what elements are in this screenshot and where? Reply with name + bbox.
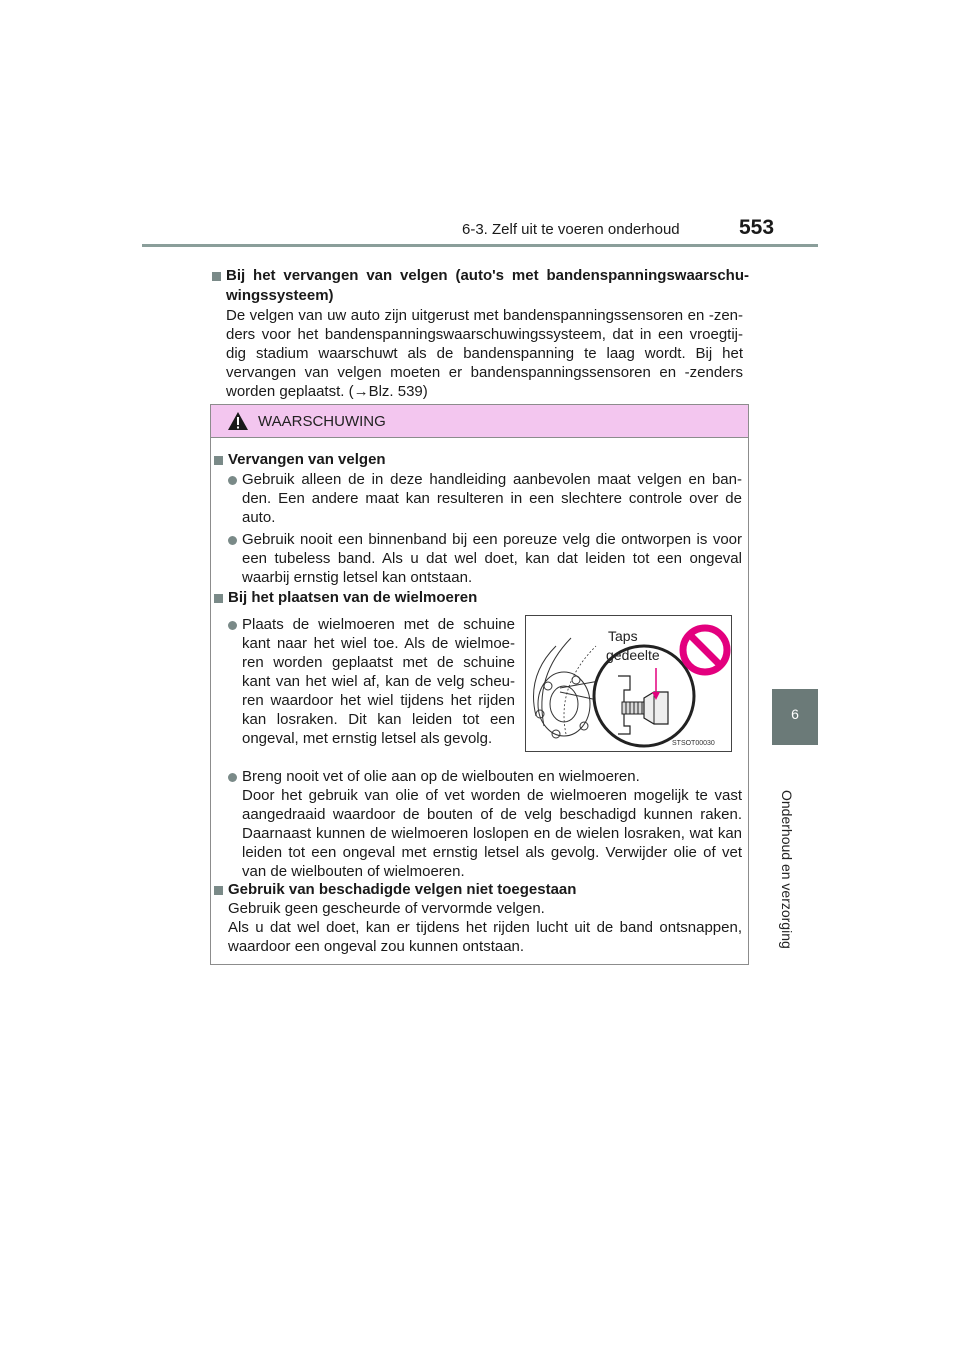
body-line: waarbij ernstig letsel kan ontstaan. bbox=[242, 569, 473, 586]
body-line: een tubeless band. Als u dat wel doet, kan dat leiden tot een ongeval bbox=[242, 550, 742, 567]
body-line: Gebruik nooit een binnenband bij een poreuze velg die ontworpen is voor bbox=[242, 531, 742, 548]
warning-subheading: Bij het plaatsen van de wielmoeren bbox=[228, 589, 478, 606]
warning-bullet-text bbox=[242, 470, 742, 527]
body-line: ren waardoor het wiel tijdens het rijden bbox=[242, 692, 515, 709]
body-line: Plaats de wielmoeren met de schuine bbox=[242, 616, 515, 633]
warning-subheading: Vervangen van velgen bbox=[228, 451, 386, 468]
square-bullet-icon bbox=[212, 272, 221, 281]
body-line: worden geplaatst. (→Blz. 539) bbox=[226, 383, 428, 400]
body-line: Breng nooit vet of olie aan op de wielbouten en wielmoeren. bbox=[242, 768, 640, 785]
warning-subheading: Gebruik van beschadigde velgen niet toegestaan bbox=[228, 881, 577, 898]
wheel-nut-figure bbox=[525, 615, 732, 752]
section-body bbox=[226, 306, 743, 401]
square-bullet-icon bbox=[214, 594, 223, 603]
header-rule bbox=[142, 244, 818, 247]
figure-label: gedeelte bbox=[606, 647, 660, 663]
body-line: auto. bbox=[242, 509, 276, 526]
body-line: ders voor het bandenspanningswaarschuwingssysteem, dat in een vroegtij- bbox=[226, 326, 743, 343]
body-line: kant van het wiel af, kan de velg scheu- bbox=[242, 673, 515, 690]
round-bullet-icon bbox=[228, 621, 237, 630]
section-heading bbox=[226, 266, 749, 306]
heading-line: wingssysteem) bbox=[226, 287, 334, 304]
warning-triangle-icon bbox=[227, 411, 249, 431]
body-line: kan losraken. Dit kan leiden tot een bbox=[242, 711, 515, 728]
body-line: den. Een andere maat kan resulteren in een slechtere controle over de bbox=[242, 490, 742, 507]
figure-code: STSOT00030 bbox=[672, 740, 715, 747]
page-number: 553 bbox=[739, 216, 775, 239]
body-line: van de wielbouten of wielmoeren. bbox=[242, 863, 465, 880]
square-bullet-icon bbox=[214, 456, 223, 465]
heading-line: Bij het vervangen van velgen (auto's met bandenspanningswaarschu- bbox=[226, 267, 749, 284]
body-line: ren worden geplaatst met de schuine bbox=[242, 654, 515, 671]
body-line: aangedraaid waardoor de bouten of de velg beschadigd kunnen raken. bbox=[242, 806, 742, 823]
body-line: vervangen van velgen moeten er bandenspanningssensoren en -zenders bbox=[226, 364, 743, 381]
body-line: Gebruik alleen de in deze handleiding aanbevolen maat velgen en ban- bbox=[242, 471, 742, 488]
chapter-title: Onderhoud en verzorging bbox=[779, 790, 795, 949]
prohibition-icon bbox=[683, 628, 727, 672]
body-line: dig stadium waarschuwt als de bandenspanning te laag wordt. Bij het bbox=[226, 345, 743, 362]
warning-header bbox=[211, 405, 748, 438]
warning-bullet-text bbox=[242, 615, 515, 748]
square-bullet-icon bbox=[214, 886, 223, 895]
figure-label: Taps bbox=[608, 628, 638, 644]
body-line: kant naar het wiel toe. Als de wielmoe- bbox=[242, 635, 515, 652]
body-line: ongeval, met ernstig letsel als gevolg. bbox=[242, 730, 493, 747]
body-line: De velgen van uw auto zijn uitgerust met bandenspanningssensoren en -zen- bbox=[226, 307, 743, 324]
round-bullet-icon bbox=[228, 536, 237, 545]
warning-bullet-text bbox=[242, 767, 742, 881]
header-section-title: 6-3. Zelf uit te voeren onderhoud bbox=[462, 221, 680, 238]
body-line: Gebruik geen gescheurde of vervormde velgen. bbox=[228, 900, 545, 917]
round-bullet-icon bbox=[228, 773, 237, 782]
chapter-number: 6 bbox=[791, 706, 799, 722]
body-line: Als u dat wel doet, kan er tijdens het rijden lucht uit de band ontsnappen, bbox=[228, 919, 742, 936]
warning-body bbox=[228, 899, 742, 956]
body-line: Daarnaast kunnen de wielmoeren loslopen en de wielen losraken, wat kan bbox=[242, 825, 742, 842]
body-line: leiden tot een ongeval met ernstig letsel als gevolg. Verwijder olie of vet bbox=[242, 844, 742, 861]
round-bullet-icon bbox=[228, 476, 237, 485]
body-line: Door het gebruik van olie of vet worden de wielmoeren mogelijk te vast bbox=[242, 787, 742, 804]
warning-title: WAARSCHUWING bbox=[258, 413, 386, 430]
body-line: waardoor een ongeval zou kunnen ontstaan. bbox=[228, 938, 525, 955]
warning-bullet-text bbox=[242, 530, 742, 587]
